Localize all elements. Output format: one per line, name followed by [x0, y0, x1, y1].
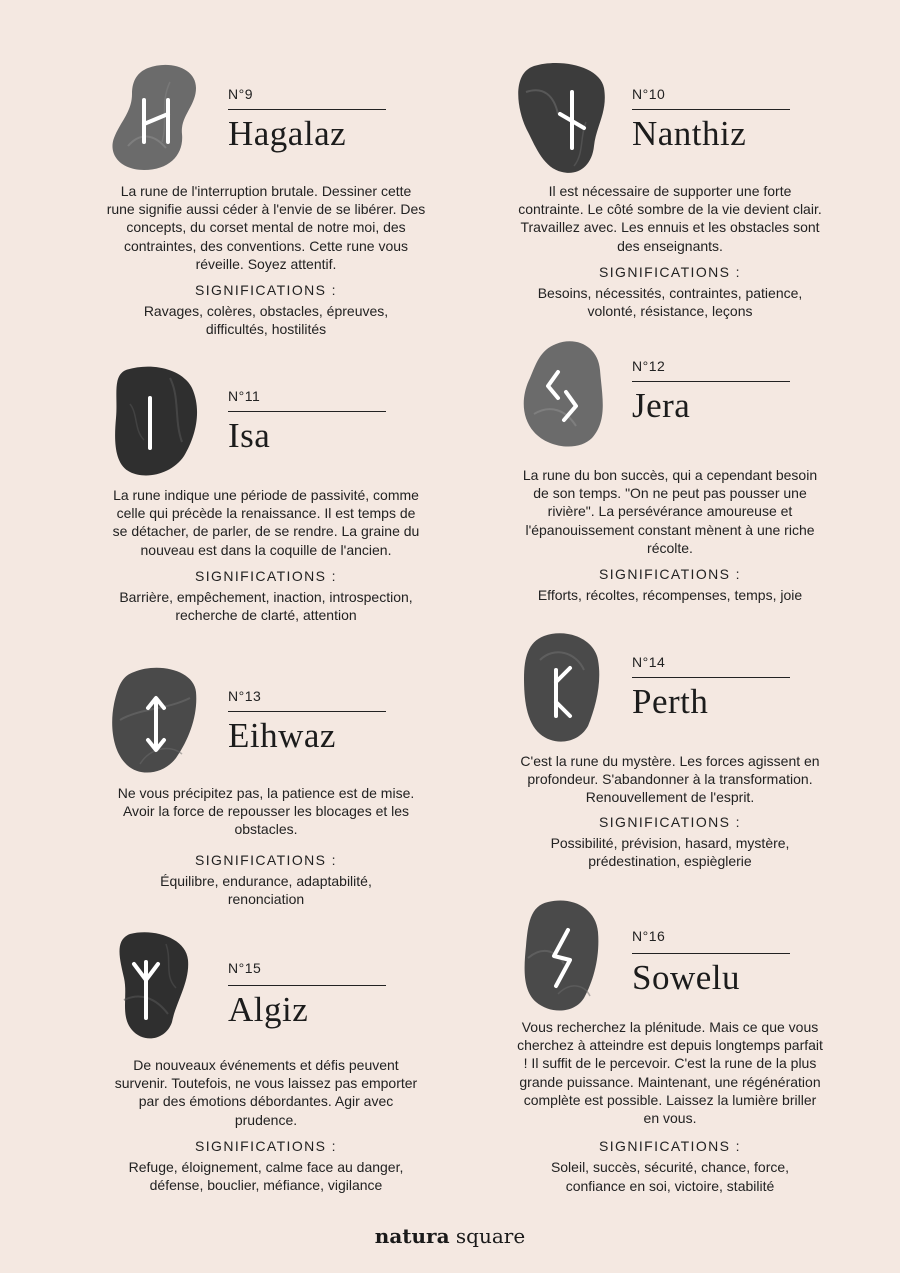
rune-description: La rune de l'interruption brutale. Dessiner cette rune signifie aussi céder à l'envie de se libérer. Des concepts, du corset mental de notre moi, des contraintes, des conventions. Cette rune vous réveille. Soyez attentif.: [106, 183, 426, 272]
brand-logo: [0, 1224, 900, 1248]
meanings-list: Barrière, empêchement, inaction, introspection, recherche de clarté, attention: [119, 589, 413, 624]
rune-number: N°9: [228, 86, 253, 102]
nanthiz-icon: [514, 62, 634, 182]
meanings-title: SIGNIFICATIONS :: [195, 567, 337, 584]
rune-text: [490, 1018, 850, 1195]
rune-description: De nouveaux événements et défis peuvent survenir. Toutefois, ne vous laissez pas emporter par des émotions débordantes. Agir avec prudence.: [114, 1057, 418, 1128]
perth-icon: [514, 630, 634, 750]
rune-number: N°15: [228, 960, 262, 976]
divider: [228, 411, 386, 412]
rune-number: N°16: [632, 928, 666, 944]
meanings-title: SIGNIFICATIONS :: [195, 282, 337, 299]
jera-icon: [514, 334, 634, 454]
rune-text: [490, 466, 850, 604]
rune-text: [86, 486, 446, 624]
rune-text: [490, 752, 850, 870]
divider: [228, 711, 386, 712]
meanings-list: Équilibre, endurance, adaptabilité, renonciation: [160, 872, 372, 908]
divider: [632, 677, 790, 678]
rune-number: N°10: [632, 86, 666, 102]
rune-number: N°13: [228, 688, 262, 704]
divider: [632, 109, 790, 110]
brand-part-1: natura: [374, 1224, 450, 1248]
algiz-icon: [110, 930, 230, 1050]
rune-description: C'est la rune du mystère. Les forces agissent en profondeur. S'abandonner à la transformation. Renouvellement de l'esprit.: [520, 753, 820, 806]
meanings-list: Ravages, colères, obstacles, épreuves, difficultés, hostilités: [143, 303, 389, 338]
rune-name: Nanthiz: [632, 114, 747, 153]
rune-name: Isa: [228, 416, 271, 455]
rune-name: Perth: [632, 682, 709, 721]
rune-description: Il est nécessaire de supporter une forte contrainte. Le côté sombre de la vie devient clair. Travaillez avec. Les ennuis et les obstacles sont des enseignants.: [518, 183, 822, 254]
meanings-list: Soleil, succès, sécurité, chance, force, confiance en soi, victoire, stabilité: [550, 1159, 790, 1194]
meanings-list: Possibilité, prévision, hasard, mystère, prédestination, espièglerie: [550, 834, 790, 870]
meanings-list: Efforts, récoltes, récompenses, temps, joie: [537, 587, 803, 604]
hagalaz-icon: [110, 62, 230, 182]
rune-description: La rune du bon succès, qui a cependant besoin de son temps. "On ne peut pas pousser une rivière". La persévérance amoureuse et l'épanouissement constant mènent à une riche récolte.: [522, 467, 818, 556]
rune-name: Jera: [632, 386, 691, 425]
rune-description: La rune indique une période de passivité, comme celle qui précède la renaissance. Il est temps de se détacher, de parler, de se rendre. La graine du nouveau est dans la coquille de l'ancien.: [112, 487, 420, 558]
rune-description: Vous recherchez la plénitude. Mais ce que vous cherchez à atteindre est depuis longtemps parfait ! Il suffit de le percevoir. C'est la rune de la plus grande puissance. Maintenant, une régénération complète est possible. Laissez la lumière briller en vous.: [517, 1019, 823, 1127]
meanings-title: SIGNIFICATIONS :: [195, 1137, 337, 1154]
meanings-title: SIGNIFICATIONS :: [599, 1138, 741, 1155]
rune-name: Algiz: [228, 990, 309, 1029]
sowelu-icon: [514, 898, 634, 1018]
rune-description: Ne vous précipitez pas, la patience est de mise. Avoir la force de repousser les blocages et les obstacles.: [117, 785, 415, 838]
eihwaz-icon: [110, 664, 230, 784]
rune-number: N°14: [632, 654, 666, 670]
rune-text: [86, 784, 446, 908]
rune-number: N°11: [228, 388, 261, 404]
rune-text: [86, 1056, 446, 1194]
meanings-title: SIGNIFICATIONS :: [599, 813, 741, 830]
meanings-title: SIGNIFICATIONS :: [599, 566, 741, 583]
divider: [228, 985, 386, 986]
meanings-title: SIGNIFICATIONS :: [195, 851, 337, 868]
divider: [632, 381, 790, 382]
meanings-list: Besoins, nécessités, contraintes, patience, volonté, résistance, leçons: [537, 285, 803, 320]
divider: [228, 109, 386, 110]
divider: [632, 953, 790, 954]
meanings-list: Refuge, éloignement, calme face au danger, défense, bouclier, méfiance, vigilance: [128, 1159, 404, 1194]
isa-icon: [110, 364, 230, 484]
brand-part-2: square: [455, 1224, 526, 1248]
rune-name: Hagalaz: [228, 114, 347, 153]
rune-name: Eihwaz: [228, 716, 336, 755]
meanings-title: SIGNIFICATIONS :: [599, 263, 741, 280]
rune-text: [86, 182, 446, 339]
rune-number: N°12: [632, 358, 666, 374]
rune-text: [490, 182, 850, 320]
rune-name: Sowelu: [632, 958, 740, 997]
